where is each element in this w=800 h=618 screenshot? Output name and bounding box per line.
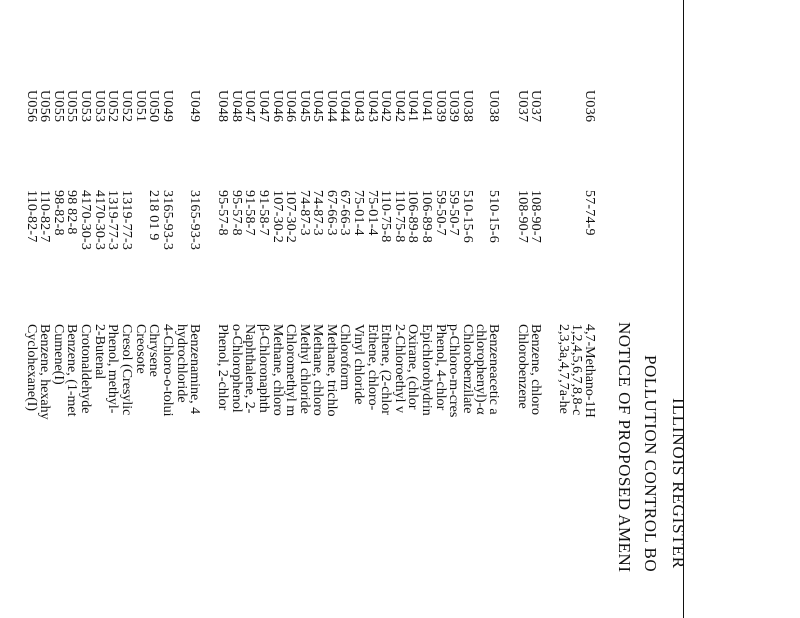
table-row bbox=[51, 0, 66, 618]
substance-name: β-Chloronaphth bbox=[256, 324, 271, 413]
substance-name: Methane, trichlo bbox=[324, 324, 339, 417]
substance-name: 4,7-Methano-1H bbox=[582, 324, 597, 418]
cas-number: 1319-77-3 bbox=[105, 190, 120, 251]
substance-name: Benzene, (1-met bbox=[64, 324, 79, 417]
table-row bbox=[256, 0, 271, 618]
table-row bbox=[515, 0, 530, 618]
table-row bbox=[569, 0, 584, 618]
cas-number: 4170-30-3 bbox=[78, 190, 93, 251]
board-title: POLLUTION CONTROL BO bbox=[641, 355, 660, 573]
cas-number: 110-82-7 bbox=[37, 190, 52, 243]
waste-number: U038 bbox=[486, 90, 501, 123]
waste-number: U055 bbox=[51, 90, 66, 123]
table-row bbox=[146, 0, 161, 618]
waste-number: U048 bbox=[215, 90, 230, 123]
waste-number: U053 bbox=[92, 90, 107, 123]
waste-number: U052 bbox=[105, 90, 120, 123]
cas-number: 106-89-8 bbox=[419, 190, 434, 243]
substance-name: Methyl chloride bbox=[297, 324, 312, 414]
table-row bbox=[283, 0, 298, 618]
cas-number: 59-50-7 bbox=[433, 190, 448, 236]
cas-number: 59-50-7 bbox=[446, 190, 461, 236]
substance-name: 4-Chloro-o-tolui bbox=[160, 324, 175, 417]
cas-number: 110-75-8 bbox=[378, 190, 393, 243]
cas-number: 67-66-3 bbox=[324, 190, 339, 236]
table-row bbox=[242, 0, 257, 618]
table-row bbox=[528, 0, 543, 618]
table-row bbox=[37, 0, 52, 618]
substance-name: Ethene, (2-chlor bbox=[378, 324, 393, 415]
notice-title: NOTICE OF PROPOSED AMENI bbox=[615, 322, 634, 573]
table-row bbox=[119, 0, 134, 618]
waste-number: U037 bbox=[528, 90, 543, 123]
table-row bbox=[78, 0, 93, 618]
table-row bbox=[215, 0, 230, 618]
substance-name: Crotonaldehyde bbox=[78, 324, 93, 414]
substance-name: Methane, chloro bbox=[310, 324, 325, 416]
table-row bbox=[473, 0, 488, 618]
cas-number: 106-89-8 bbox=[405, 190, 420, 243]
cas-number: 95-57-8 bbox=[229, 190, 244, 236]
substance-name: Phenol, 2-chlor bbox=[215, 324, 230, 411]
waste-number: U043 bbox=[351, 90, 366, 123]
waste-number: U042 bbox=[392, 90, 407, 123]
substance-name: 2-Butenal bbox=[92, 324, 107, 380]
waste-number: U051 bbox=[133, 90, 148, 123]
waste-number: U039 bbox=[446, 90, 461, 123]
waste-number: U049 bbox=[187, 90, 202, 123]
cas-number: 3165-93-3 bbox=[160, 190, 175, 251]
cas-number: 75-01-4 bbox=[365, 190, 380, 236]
cas-number: 108-90-7 bbox=[515, 190, 530, 243]
waste-number: U047 bbox=[256, 90, 271, 123]
table-row bbox=[337, 0, 352, 618]
substance-name: 1,2,4,5,6,7,8,8-c bbox=[569, 324, 584, 416]
waste-number: U050 bbox=[146, 90, 161, 123]
cas-number: 3165-93-3 bbox=[187, 190, 202, 251]
cas-number: 1319-77-3 bbox=[119, 190, 134, 251]
substance-name: Creosote bbox=[133, 324, 148, 374]
table-row bbox=[64, 0, 79, 618]
cas-number: 4170-30-3 bbox=[92, 190, 107, 251]
waste-number: U036 bbox=[582, 90, 597, 123]
table-row bbox=[378, 0, 393, 618]
table-row bbox=[160, 0, 175, 618]
waste-number: U049 bbox=[160, 90, 175, 123]
cas-number: 74-87-3 bbox=[310, 190, 325, 236]
waste-number: U056 bbox=[24, 90, 39, 123]
table-row bbox=[446, 0, 461, 618]
table-row bbox=[582, 0, 597, 618]
table-row bbox=[105, 0, 120, 618]
waste-number: U043 bbox=[365, 90, 380, 123]
table-row bbox=[187, 0, 202, 618]
waste-number: U045 bbox=[310, 90, 325, 123]
table-row bbox=[297, 0, 312, 618]
substance-name: Ethene, chloro- bbox=[365, 324, 380, 411]
header-rule bbox=[683, 0, 684, 618]
table-row bbox=[351, 0, 366, 618]
substance-name: Vinyl chloride bbox=[351, 324, 366, 405]
waste-number: U044 bbox=[337, 90, 352, 123]
waste-number: U037 bbox=[515, 90, 530, 123]
cas-number: 110-75-8 bbox=[392, 190, 407, 243]
substance-name: Benzene, hexahy bbox=[37, 324, 52, 420]
table-row bbox=[270, 0, 285, 618]
cas-number: 107-30-2 bbox=[283, 190, 298, 243]
waste-number: U052 bbox=[119, 90, 134, 123]
cas-number: 98-82-8 bbox=[51, 190, 66, 236]
waste-number: U038 bbox=[460, 90, 475, 123]
table-row bbox=[174, 0, 189, 618]
substance-name: Benzenamine, 4 bbox=[187, 324, 202, 415]
table-row bbox=[24, 0, 39, 618]
cas-number: 91-58-7 bbox=[242, 190, 257, 236]
cas-number: 67-66-3 bbox=[337, 190, 352, 236]
substance-name: Benzene, chloro bbox=[528, 324, 543, 415]
table-row bbox=[310, 0, 325, 618]
waste-number: U044 bbox=[324, 90, 339, 123]
substance-name: Oxirane, (chlor bbox=[405, 324, 420, 410]
cas-number: 95-57-8 bbox=[215, 190, 230, 236]
substance-name: Benzeneacetic a bbox=[486, 324, 501, 415]
substance-name: chlorophenyl)-α bbox=[473, 324, 488, 415]
waste-number: U041 bbox=[419, 90, 434, 123]
table-row bbox=[556, 0, 571, 618]
table-row bbox=[419, 0, 434, 618]
substance-name: Cumene(I) bbox=[51, 324, 66, 385]
substance-name: Methane, chloro bbox=[270, 324, 285, 416]
table-row bbox=[92, 0, 107, 618]
substance-name: Chloromethyl m bbox=[283, 324, 298, 417]
waste-number: U045 bbox=[297, 90, 312, 123]
cas-number: 107-30-2 bbox=[270, 190, 285, 243]
substance-name: Chloroform bbox=[337, 324, 352, 391]
substance-name: 2-Chloroethyl v bbox=[392, 324, 407, 414]
cas-number: 218 01 9 bbox=[146, 190, 161, 241]
substance-name: p-Chloro-m-cres bbox=[446, 324, 461, 418]
waste-number: U046 bbox=[283, 90, 298, 123]
substance-name: Chrysene bbox=[146, 324, 161, 377]
cas-number: 108-90-7 bbox=[528, 190, 543, 243]
table-row bbox=[433, 0, 448, 618]
cas-number: 510-15-6 bbox=[460, 190, 475, 243]
waste-number: U055 bbox=[64, 90, 79, 123]
register-title: ILLINOIS REGISTER bbox=[669, 398, 688, 569]
substance-name: o-Chlorophenol bbox=[229, 324, 244, 413]
substance-name: Chlorobenzilate bbox=[460, 324, 475, 414]
substance-name: 2,3,3a,4,7,7a-he bbox=[556, 324, 571, 414]
table-row bbox=[405, 0, 420, 618]
table-row bbox=[460, 0, 475, 618]
substance-name: Chlorobenzene bbox=[515, 324, 530, 409]
waste-number: U047 bbox=[242, 90, 257, 123]
waste-number: U056 bbox=[37, 90, 52, 123]
table-row bbox=[486, 0, 501, 618]
waste-number: U041 bbox=[405, 90, 420, 123]
substance-name: Phenol, methyl- bbox=[105, 324, 120, 414]
cas-number: 98 82-8 bbox=[64, 190, 79, 235]
cas-number: 75-01-4 bbox=[351, 190, 366, 236]
substance-name: Naphthalene, 2- bbox=[242, 324, 257, 414]
cas-number: 57-74-9 bbox=[582, 190, 597, 236]
substance-name: Phenol, 4-chlor bbox=[433, 324, 448, 411]
table-row bbox=[229, 0, 244, 618]
substance-name: Epichlorohydrin bbox=[419, 324, 434, 416]
waste-number: U039 bbox=[433, 90, 448, 123]
waste-number: U046 bbox=[270, 90, 285, 123]
cas-number: 74-87-3 bbox=[297, 190, 312, 236]
waste-number: U042 bbox=[378, 90, 393, 123]
substance-name: Cyclohexane(I) bbox=[24, 324, 39, 412]
cas-number: 510-15-6 bbox=[486, 190, 501, 243]
waste-number: U048 bbox=[229, 90, 244, 123]
waste-number: U053 bbox=[78, 90, 93, 123]
substance-name: hydrochloride bbox=[174, 324, 189, 403]
cas-number: 91-58-7 bbox=[256, 190, 271, 236]
table-row bbox=[392, 0, 407, 618]
table-row bbox=[365, 0, 380, 618]
substance-name: Cresol (Cresylic bbox=[119, 324, 134, 416]
table-row bbox=[133, 0, 148, 618]
cas-number: 110-82-7 bbox=[24, 190, 39, 243]
table-row bbox=[324, 0, 339, 618]
